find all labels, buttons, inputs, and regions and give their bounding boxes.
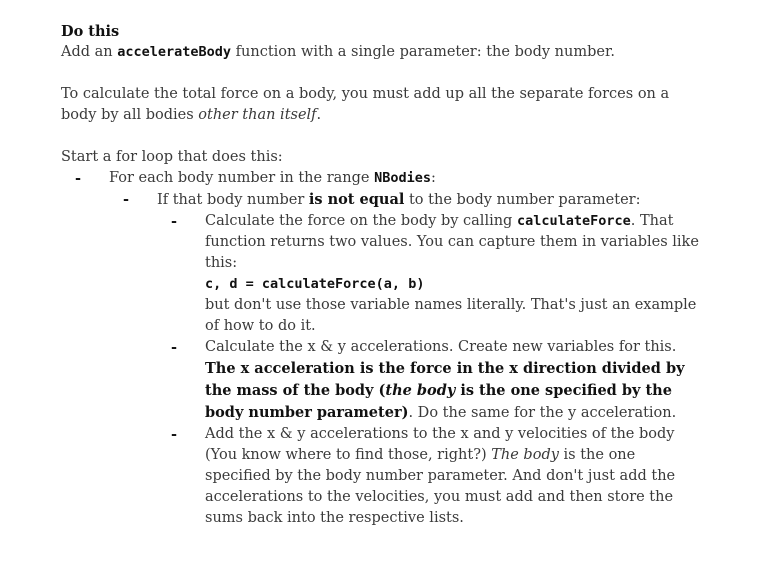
list-item-step-1 [157,211,701,337]
condition-list [109,189,701,529]
force-paragraph [61,84,701,126]
para2-post: . [316,107,322,123]
intro-paragraph [61,42,701,63]
steps-list [157,211,701,529]
list-item-step-3 [157,424,701,529]
intro-post: function with a single parameter: the body number. [231,44,615,60]
code-example: c, d = calculateForce(a, b) [205,276,425,292]
step3-pre: Add the x & y accelerations to the x and y velocities of the body (You know where to find those, right?) [205,426,675,463]
bullet: - [171,213,178,230]
step3-post: is the one specified by the body number parameter. And don't just add the accelerations to the velocities, you must add and then store the sums back into the respective lists. [205,447,676,526]
list-item-if [109,189,701,529]
list-item-for-each [61,168,701,529]
level2-pre: If that body number [157,192,309,208]
level1-code: NBodies [374,170,431,186]
level2-bold: is not equal [308,191,405,208]
step1-code: calculateForce [516,213,631,229]
bullet: - [171,426,178,443]
bullet: - [171,339,178,356]
spacer [61,63,701,84]
step2-bold2: is the one specified by the body number parameter) [205,382,672,421]
para2-pre: To calculate the total force on a body, you must add up all the separate forces on a body by all bodies [61,86,670,123]
loop-list [61,168,701,529]
step2-bold1: The x acceleration is the force in the x direction divided by the mass of the body ( [205,360,685,399]
para2-em: other than itself [198,107,317,123]
loop-paragraph: Start a for loop that does this: [61,149,283,165]
step2-pre: Calculate the x & y accelerations. Create new variables for this. [205,339,677,355]
bullet: - [123,191,130,208]
step1-after: but don't use those variable names literally. That's just an example of how to do it. [205,297,697,334]
section-heading: Do this [61,23,120,40]
step1-pre: Calculate the force on the body by calling [205,213,517,229]
step1-post: . That function returns two values. You can capture them in variables like this: [205,213,699,271]
spacer [61,126,701,147]
intro-pre: Add an [61,44,118,60]
step2-post: . Do the same for the y acceleration. [408,405,677,421]
step2-bold-em: the body [385,382,456,399]
instructions-content [61,21,701,529]
level1-pre: For each body number in the range [109,170,375,186]
level1-post: : [431,170,436,186]
level2-post: to the body number parameter: [404,192,641,208]
intro-code: accelerateBody [117,44,232,60]
list-item-step-2 [157,337,701,424]
bullet: - [75,170,82,187]
step3-em: The body [491,447,559,463]
